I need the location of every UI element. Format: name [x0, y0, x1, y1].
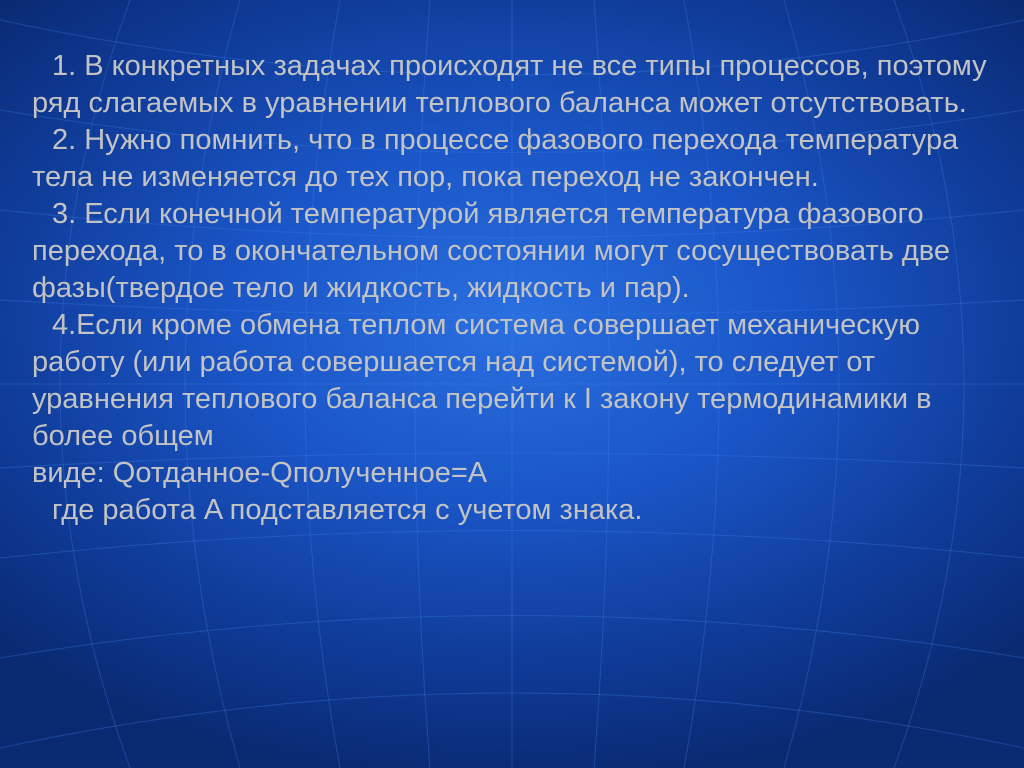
formula-line: виде: Qотданное-Qполученное=A [32, 457, 488, 489]
paragraph-2: 2. Нужно помнить, что в процессе фазового перехода температура тела не изменяется до тех пор, пока переход не закончен. [32, 124, 959, 193]
sign-note-line: где работа A подставляется с учетом знака. [52, 494, 643, 526]
paragraph-4: 4.Если кроме обмена теплом система совершает механическую работу (или работа совершается над системой), то следует от уравнения теплового баланса перейти к I закону термодинамики в более общем [32, 309, 932, 452]
slide-body [32, 48, 992, 529]
paragraph-3: 3. Если конечной температурой является температура фазового перехода, то в окончательном состоянии могут сосуществовать две фазы(твердое тело и жидкость, жидкость и пар). [32, 198, 951, 304]
paragraph-1: 1. В конкретных задачах происходят не все типы процессов, поэтому ряд слагаемых в уравнении теплового баланса может отсутствовать. [32, 50, 987, 119]
